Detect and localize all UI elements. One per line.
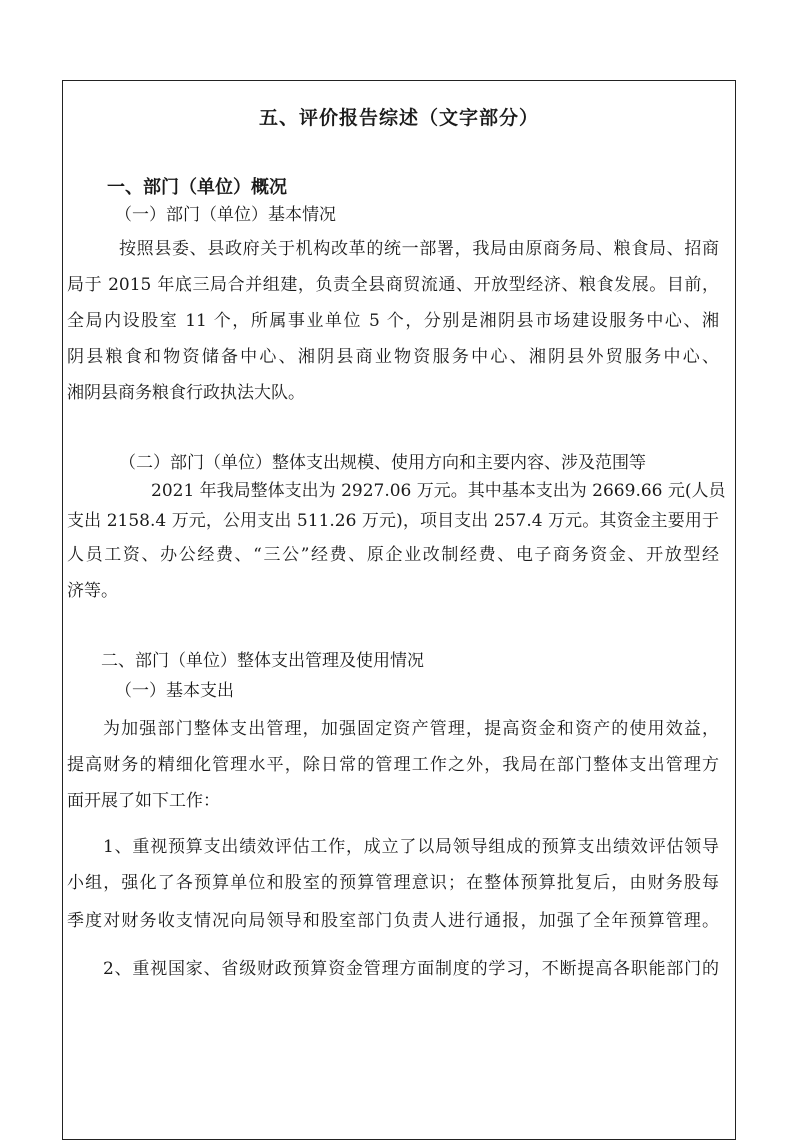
paragraph-line: 全局内设股室 11 个，所属事业单位 5 个，分别是湘阴县市场建设服务中心、湘 (67, 311, 719, 331)
paragraph-line: 局于 2015 年底三局合并组建，负责全县商贸流通、开放型经济、粮食发展。目前， (67, 275, 719, 295)
paragraph-line: 小组，强化了各预算单位和股室的预算管理意识；在整体预算批复后，由财务股每 (67, 873, 719, 893)
paragraph-line: 支出 2158.4 万元，公用支出 511.26 万元)，项目支出 257.4 万元。其资金主要用于 (67, 511, 719, 531)
section1-sub2-heading: （二）部门（单位）整体支出规模、使用方向和主要内容、涉及范围等 (119, 453, 646, 473)
paragraph-line: 人员工资、办公经费、“三公”经费、原企业改制经费、电子商务资金、开放型经 (67, 545, 719, 565)
section1-heading: 一、部门（单位）概况 (107, 177, 287, 198)
paragraph-line: 为加强部门整体支出管理，加强固定资产管理，提高资金和资产的使用效益， (103, 719, 719, 739)
paragraph-line: 提高财务的精细化管理水平，除日常的管理工作之外，我局在部门整体支出管理方 (67, 755, 719, 775)
paragraph-line: 按照县委、县政府关于机构改革的统一部署，我局由原商务局、粮食局、招商 (119, 239, 719, 259)
page-title: 五、评价报告综述（文字部分） (258, 107, 539, 129)
section2-heading: 二、部门（单位）整体支出管理及使用情况 (101, 651, 424, 671)
paragraph-line: 济等。 (67, 581, 118, 601)
section2-sub1-heading: （一）基本支出 (115, 681, 234, 701)
paragraph-line: 1、重视预算支出绩效评估工作，成立了以局领导组成的预算支出绩效评估领导 (103, 837, 719, 857)
report-frame (62, 80, 736, 1140)
paragraph-line: 湘阴县商务粮食行政执法大队。 (67, 383, 305, 403)
paragraph-line: 面开展了如下工作： (67, 791, 220, 811)
paragraph-line: 2、重视国家、省级财政预算资金管理方面制度的学习，不断提高各职能部门的 (103, 959, 719, 979)
section1-sub1-heading: （一）部门（单位）基本情况 (115, 205, 336, 225)
paragraph-line: 季度对财务收支情况向局领导和股室部门负责人进行通报，加强了全年预算管理。 (67, 911, 719, 931)
paragraph-line: 2021 年我局整体支出为 2927.06 万元。其中基本支出为 2669.66 元(人员 (151, 481, 726, 501)
paragraph-line: 阴县粮食和物资储备中心、湘阴县商业物资服务中心、湘阴县外贸服务中心、 (67, 347, 719, 367)
